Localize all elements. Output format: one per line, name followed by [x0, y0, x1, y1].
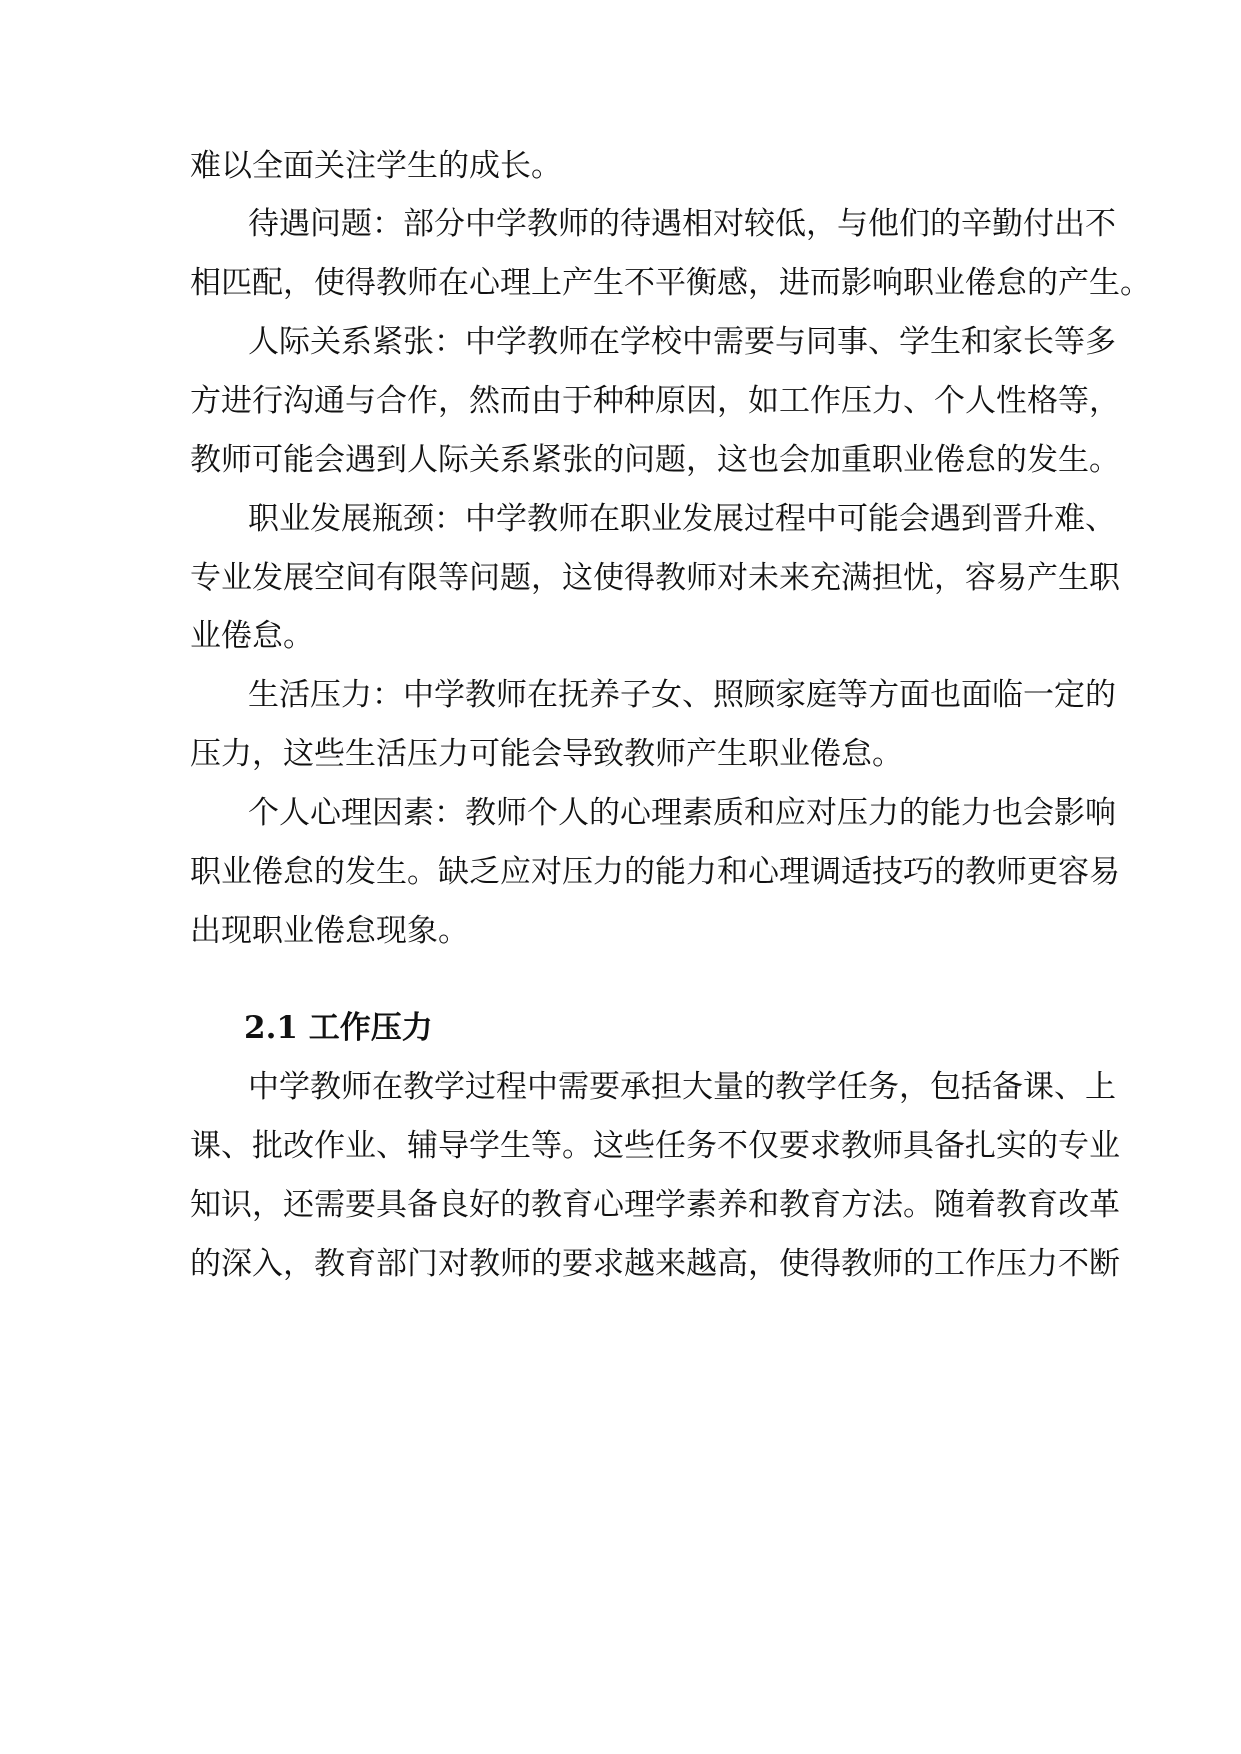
- paragraph-first-line: 中学教师在教学过程中需要承担大量的教学任务，包括备课、上: [248, 1069, 1116, 1105]
- text-line: 方进行沟通与合作，然而由于种种原因，如工作压力、个人性格等，: [190, 383, 1120, 419]
- text-line: 教师可能会遇到人际关系紧张的问题，这也会加重职业倦怠的发生。: [190, 442, 1120, 478]
- paragraph-first-line: 个人心理因素：教师个人的心理素质和应对压力的能力也会影响: [248, 795, 1116, 831]
- text-line: 知识，还需要具备良好的教育心理学素养和教育方法。随着教育改革: [190, 1187, 1120, 1223]
- text-line: 专业发展空间有限等问题，这使得教师对未来充满担忧，容易产生职: [190, 560, 1120, 596]
- paragraph-first-line: 职业发展瓶颈：中学教师在职业发展过程中可能会遇到晋升难、: [248, 501, 1116, 537]
- text-line: 出现职业倦怠现象。: [190, 913, 469, 949]
- paragraph-first-line: 生活压力：中学教师在抚养子女、照顾家庭等方面也面临一定的: [248, 677, 1116, 713]
- text-line: 压力，这些生活压力可能会导致教师产生职业倦怠。: [190, 736, 903, 772]
- text-line: 的深入，教育部门对教师的要求越来越高，使得教师的工作压力不断: [190, 1246, 1120, 1282]
- text-line: 职业倦怠的发生。缺乏应对压力的能力和心理调适技巧的教师更容易: [190, 854, 1120, 890]
- paragraph-first-line: 人际关系紧张：中学教师在学校中需要与同事、学生和家长等多: [248, 324, 1116, 360]
- paragraph-first-line: 待遇问题：部分中学教师的待遇相对较低，与他们的辛勤付出不: [248, 206, 1116, 242]
- text-line: 课、批改作业、辅导学生等。这些任务不仅要求教师具备扎实的专业: [190, 1128, 1120, 1164]
- text-line: 业倦怠。: [190, 618, 314, 654]
- text-line: 相匹配，使得教师在心理上产生不平衡感，进而影响职业倦怠的产生。: [190, 265, 1151, 301]
- text-line: 难以全面关注学生的成长。: [190, 148, 562, 184]
- section-heading: 2.1 工作压力: [244, 1010, 433, 1046]
